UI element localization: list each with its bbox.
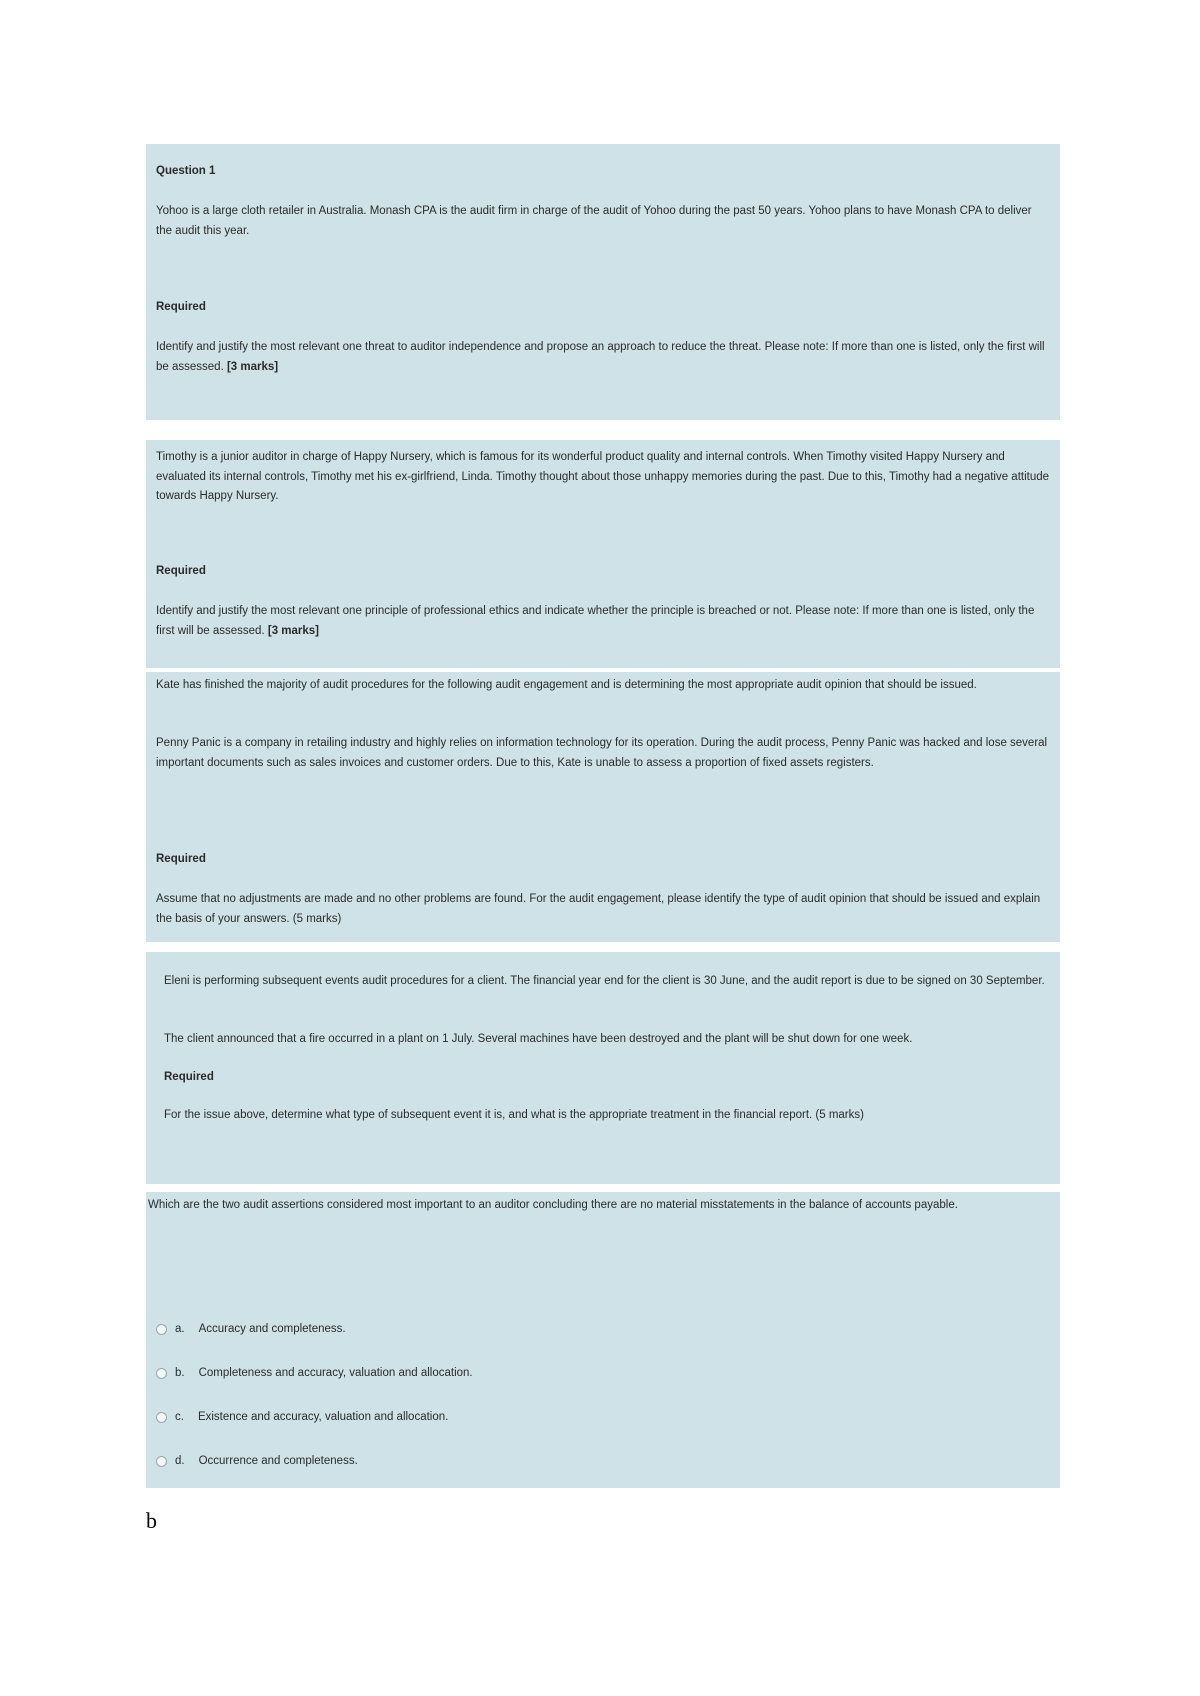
- required-label: Required: [156, 853, 206, 865]
- question-3-box: [146, 672, 1060, 942]
- scenario-text: Penny Panic is a company in retailing industry and highly relies on information technology for its operation. During the audit process, Penny Panic was hacked and lose several important documents such as sales invoices and customer orders. Due to this, Kate is unable to assess a proportion of fixed assets registers.: [156, 737, 1048, 769]
- question-4-box: [146, 952, 1060, 1184]
- intro-text: Eleni is performing subsequent events audit procedures for a client. The financial year end for the client is 30 June, and the audit report is due to be signed on 30 September.: [164, 975, 1045, 987]
- answer-text: b: [146, 1508, 157, 1533]
- radio-icon[interactable]: [156, 1412, 167, 1423]
- marks-label: [3 marks]: [267, 624, 319, 637]
- task-text: Identify and justify the most relevant one principle of professional ethics and indicate whether the principle is breached or not. Please note: If more than one is listed, only the first will be assessed. [3 marks]: [156, 605, 1035, 637]
- task-text: Assume that no adjustments are made and no other problems are found. For the audit engagement, please identify the type of audit opinion that should be issued and explain the basis of your answers. (5 marks): [156, 893, 1041, 925]
- scenario-text: Timothy is a junior auditor in charge of Happy Nursery, which is famous for its wonderful product quality and internal controls. When Timothy visited Happy Nursery and evaluated its internal controls, Timothy met his ex-girlfriend, Linda. Timothy thought about those unhappy memories during the past. Due to this, Timothy had a negative attitude towards Happy Nursery.: [156, 451, 1050, 502]
- question-heading: Question 1: [156, 165, 216, 177]
- required-label: Required: [164, 1071, 214, 1083]
- radio-icon[interactable]: [156, 1368, 167, 1379]
- option-b[interactable]: b. Completeness and accuracy, valuation and allocation.: [156, 1364, 473, 1384]
- option-c[interactable]: c. Existence and accuracy, valuation and allocation.: [156, 1408, 448, 1428]
- task-text: For the issue above, determine what type of subsequent event it is, and what is the appropriate treatment in the financial report. (5 marks): [164, 1109, 864, 1121]
- question-2-box: [146, 440, 1060, 668]
- radio-icon[interactable]: [156, 1456, 167, 1467]
- radio-icon[interactable]: [156, 1324, 167, 1335]
- question-1-box: [146, 144, 1060, 420]
- question-text: Which are the two audit assertions considered most important to an auditor concluding there are no material misstatements in the balance of accounts payable.: [148, 1199, 958, 1211]
- option-a[interactable]: a. Accuracy and completeness.: [156, 1320, 346, 1340]
- required-label: Required: [156, 301, 206, 313]
- scenario-text: The client announced that a fire occurred in a plant on 1 July. Several machines have been destroyed and the plant will be shut down for one week.: [164, 1033, 913, 1045]
- required-label: Required: [156, 565, 206, 577]
- intro-text: Kate has finished the majority of audit procedures for the following audit engagement and is determining the most appropriate audit opinion that should be issued.: [156, 679, 977, 691]
- option-d[interactable]: d. Occurrence and completeness.: [156, 1452, 358, 1472]
- task-text: Identify and justify the most relevant one threat to auditor independence and propose an approach to reduce the threat. Please note: If more than one is listed, only the first will be assessed. [3 marks]: [156, 341, 1045, 373]
- question-5-box: [146, 1192, 1060, 1488]
- marks-label: [3 marks]: [226, 360, 279, 373]
- scenario-text: Yohoo is a large cloth retailer in Australia. Monash CPA is the audit firm in charge of the audit of Yohoo during the past 50 years. Yohoo plans to have Monash CPA to deliver the audit this year.: [156, 205, 1032, 237]
